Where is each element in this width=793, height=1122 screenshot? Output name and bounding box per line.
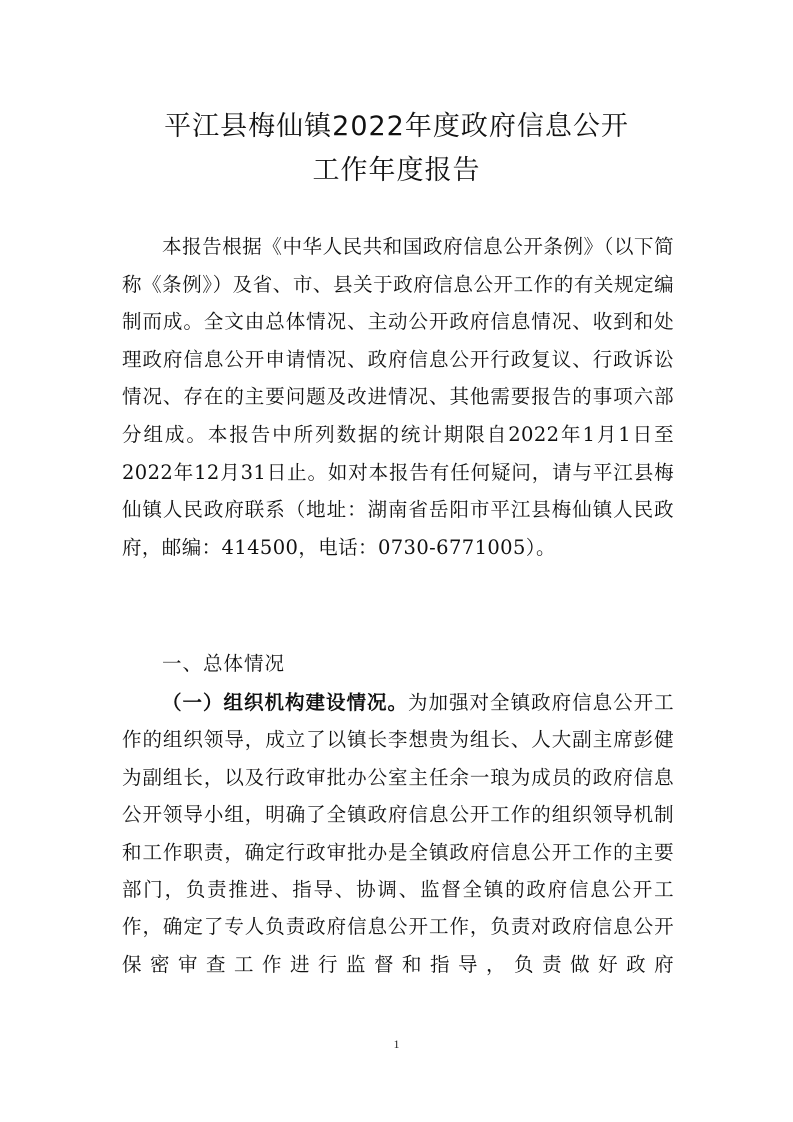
intro-paragraph: 本报告根据《中华人民共和国政府信息公开条例》（以下简称《条例》）及省、市、县关于政府信息公开工作的有关规定编制而成。全文由总体情况、主动公开政府信息情况、收到和处理政府信息公开申请情况、政府信息公开行政复议、行政诉讼情况、存在的主要问题及改进情况、其他需要报告的事项六部分组成。本报告中所列数据的统计期限自2022年1月1日至2022年12月31日止。如对本报告有任何疑问，请与平江县梅仙镇人民政府联系（地址：湖南省岳阳市平江县梅仙镇人民政府，邮编：414500，电话：0730-6771005）。 xyxy=(122,235,674,559)
subsection-text: 为加强对全镇政府信息公开工作的组织领导，成立了以镇长李想贵为组长、人大副主席彭健为副组长，以及行政审批办公室主任余一琅为成员的政府信息公开领导小组，明确了全镇政府信息公开工作的组织领导机制和工作职责，确定行政审批办是全镇政府信息公开工作的主要部门，负责推进、指导、协调、监督全镇的政府信息公开工作，确定了专人负责政府信息公开工作，负责对政府信息公开保密审查工作进行监督和指导，负责做好政府 xyxy=(122,691,674,976)
intro-paragraph-block xyxy=(122,228,674,566)
page-number: 1 xyxy=(393,1037,400,1051)
section-heading-overview: 一、总体情况 xyxy=(162,652,286,675)
report-title-line1: 平江县梅仙镇2022年度政府信息公开 xyxy=(164,111,629,142)
subsection-lead: （一）组织机构建设情况。 xyxy=(162,691,409,714)
report-title-line2: 工作年度报告 xyxy=(312,155,481,186)
subsection-org-construction xyxy=(122,684,674,983)
